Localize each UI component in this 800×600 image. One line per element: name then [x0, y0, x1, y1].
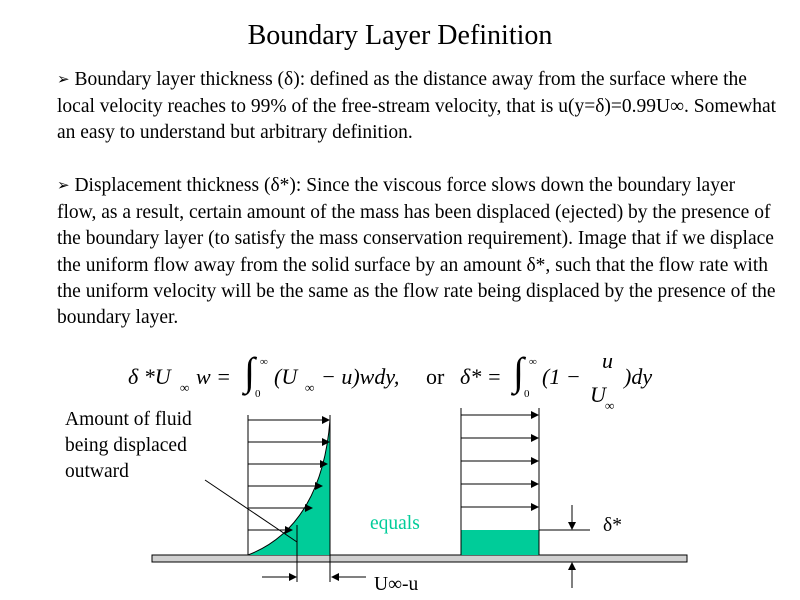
int1-upper: ∞ [260, 356, 268, 368]
equals-label: equals [370, 513, 420, 534]
frac-prefix: (1 − [542, 364, 581, 389]
bullet-arrow-icon: ➢ [57, 72, 70, 88]
delta-star-label: δ* [603, 515, 622, 536]
displacement-block [461, 530, 539, 555]
displaced-region-fill [248, 420, 330, 555]
bullet-arrow-icon: ➢ [57, 178, 70, 194]
eq-rhs: δ* = [460, 364, 502, 389]
bullet-text: Displacement thickness (δ*): Since the viscous force slows down the boundary layer flow, as a result, certain amount of the mass has been displaced (ejected) by the presence of the boundary layer (to satisfy the mass conservation requirement). Image that if we displace the uniform flow away from the solid surface by an amount δ*, such that the flow rate with the uniform velocity will be the same as the flow rate being displaced by the presence of the boundary layer. [57, 175, 776, 329]
frac-denominator: U [590, 382, 606, 407]
int2-lower: 0 [524, 388, 530, 400]
note-line: Amount of fluid [65, 409, 192, 430]
integral-sign-2: ∫ [513, 349, 524, 394]
eq-lhs-tail: w = [196, 364, 232, 389]
note-leader-line [205, 480, 297, 542]
frac-numerator: u [602, 348, 613, 373]
uinf-minus-u-label: U∞-u [374, 574, 419, 595]
eq-lhs: δ *U [128, 364, 171, 389]
note-line: outward [65, 461, 129, 482]
note-line: being displaced [65, 435, 187, 456]
frac-denominator-sub: ∞ [605, 398, 615, 413]
bullet-text: Boundary layer thickness (δ): defined as the distance away from the surface where the local velocity reaches to 99% of the free-stream velocity, that is u(y=δ)=0.99U∞. Somewhat an easy to understand but arbitrary definition. [57, 69, 777, 144]
integrand1-sub: ∞ [305, 380, 315, 395]
int2-upper: ∞ [529, 356, 537, 368]
eq-or: or [426, 364, 445, 389]
integrand1-tail: − u)wdy, [321, 364, 400, 389]
integral-sign-1: ∫ [244, 349, 255, 394]
integrand1: (U [274, 364, 298, 389]
eq-lhs-sub: ∞ [180, 380, 190, 395]
frac-suffix: )dy [624, 364, 653, 389]
slide-title: Boundary Layer Definition [247, 20, 553, 51]
solid-surface-plate [152, 555, 687, 562]
int1-lower: 0 [255, 388, 261, 400]
